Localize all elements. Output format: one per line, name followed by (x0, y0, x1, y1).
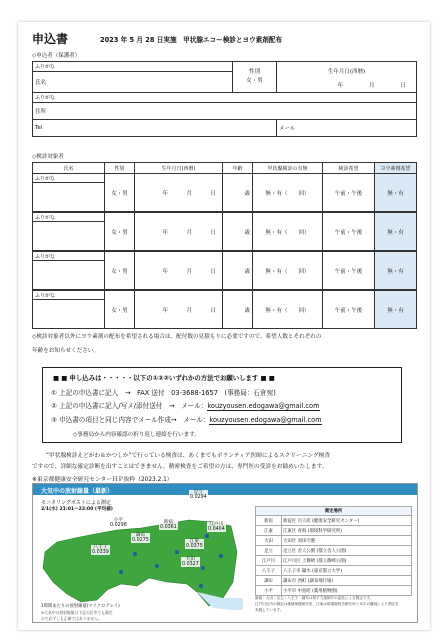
location-detail: 小平市 中島町 (薬用植物園) (282, 586, 412, 596)
method-2-email-link[interactable]: kouzyousen.edogawa@gmail.com (207, 402, 320, 410)
subject-age-cell[interactable] (223, 252, 253, 290)
map-reading-name: 大田 (185, 557, 196, 562)
map-reading-value: 0.0298 (110, 523, 127, 529)
map-reading-value: 0.0361 (160, 525, 177, 531)
location-area: 小平 (256, 586, 282, 596)
subject-name-cell[interactable] (33, 300, 105, 329)
subject-furigana-row (33, 213, 417, 222)
subject-sex-options: 女・男 (111, 268, 128, 275)
subject-furigana-label: ふりがな (35, 175, 56, 182)
method-1-num: ① (51, 389, 57, 397)
note-line-2: 年齢をお知らせください。 (32, 348, 99, 354)
measurement-location-table (255, 506, 412, 596)
mail-label: メール (279, 126, 296, 132)
subjects-header-row (33, 163, 417, 174)
subject-furigana-cell[interactable] (33, 213, 105, 222)
subject-day: 日 (210, 229, 216, 236)
map-reading-name: 江戸川 (209, 522, 224, 527)
location-row (256, 576, 412, 586)
subject-exam-cell[interactable] (253, 174, 323, 212)
map-reading-4 (131, 533, 150, 543)
subject-age-cell[interactable] (223, 291, 253, 329)
subject-row-table (32, 173, 417, 212)
method-2-num: ② (51, 402, 57, 410)
subject-iodine-cell[interactable] (375, 252, 417, 290)
map-reading-value: 0.0327 (182, 562, 199, 568)
map-footnote-2: 江戸川区内の測定は地域保健研究所、江東は都環境科学研究所と本庁の職員により測定を (255, 602, 399, 606)
map-subtitle: モニタリングポストによる測定 (41, 500, 111, 506)
subject-sex-options: 女・男 (111, 229, 128, 236)
subject-iodine-options: 無・有 (387, 190, 404, 197)
subject-time-cell[interactable] (323, 291, 375, 329)
location-detail: 江戸川区 上篠崎 (都立篠崎公園) (282, 556, 412, 566)
disclaimer-line-2: ですので、詳細な確定診断を出すことはできません。精密検査をご希望の方は、専門医の受診をお勧めいたします。 (32, 464, 328, 470)
disclaimer-line-1: “甲状腺検診えどがわ＆かつしか”で行っている検査は、あくまでもボランティア医師によるスクリーニング検査 (46, 453, 331, 459)
subject-day: 日 (210, 307, 216, 314)
subjects-section-label: ◇検診対象者 (32, 154, 64, 160)
subject-sex-options: 女・男 (111, 307, 128, 314)
address-furigana-label: ふりがな (35, 95, 56, 101)
subject-time-options: 午前・午後 (334, 268, 363, 275)
subject-furigana-label: ふりがな (35, 292, 56, 299)
map-reading-name: 足立 (193, 490, 204, 495)
sex-options: 女・男 (246, 78, 263, 84)
method-3-text: 申込書の項目と同じ内容でメール作成→ メール： (59, 416, 210, 424)
subject-year: 年 (162, 307, 168, 314)
map-reading-5 (185, 539, 204, 549)
tel-label: Tel (35, 125, 43, 131)
notice-footer: ◇事務局から内容確認の折り返し連絡を行います。 (73, 432, 200, 438)
page-title: 申込書 (32, 32, 69, 46)
subject-sex-cell[interactable] (105, 252, 135, 290)
address-cell[interactable] (33, 103, 417, 120)
location-row (256, 526, 412, 536)
location-area: 八王子 (256, 566, 282, 576)
subject-exam-options: 無・有（ 回） (265, 190, 310, 197)
tel-cell[interactable] (33, 120, 277, 137)
subject-time-cell[interactable] (323, 174, 375, 212)
map-reading-6 (91, 545, 110, 555)
map-reading-3 (109, 518, 128, 528)
subject-sex-cell[interactable] (105, 174, 135, 212)
map-footnote-1: 新宿・大田・足立・八王子・調布は原子力規制庁の委託による測定です。 (255, 596, 374, 600)
map-reading-value: 0.0404 (208, 527, 225, 533)
legend-note-2: ので必ずしも正確ではありません。 (41, 616, 102, 621)
location-detail: 調布市 西町 (調布飛行場) (282, 576, 412, 586)
sex-label: 性別 (248, 69, 260, 76)
notice-heading: ■ ■ 申し込みは・・・・・以下の①②③いずれかの方法でお願いします ■ ■ (53, 374, 275, 382)
location-table-title: 測定場所 (256, 507, 412, 516)
subject-age-unit: 歳 (244, 268, 250, 275)
location-row (256, 566, 412, 576)
col-name: 氏名 (33, 163, 105, 174)
subject-exam-cell[interactable] (253, 252, 323, 290)
subject-exam-options: 無・有（ 回） (265, 229, 310, 236)
subject-day: 日 (210, 190, 216, 197)
subject-furigana-cell[interactable] (33, 252, 105, 261)
subject-age-unit: 歳 (244, 229, 250, 236)
subject-furigana-row (33, 174, 417, 183)
note-line-1: ◇検診対象者以外にヨウ素剤の配布を希望される場合は、配付数の見積もりに必要ですので、希望人数とそれぞれの (32, 334, 322, 340)
map-date: 2/1(水) 21:01～22:00 (平均値) (41, 507, 113, 512)
name-label: 氏名 (35, 80, 47, 86)
application-form (18, 22, 430, 630)
map-reading-1 (159, 520, 178, 530)
subject-exam-options: 無・有（ 回） (265, 307, 310, 314)
map-reading-name: 新宿 (163, 520, 174, 525)
location-area: 大田 (256, 536, 282, 546)
method-3-num: ③ (51, 416, 57, 424)
location-row (256, 556, 412, 566)
col-birth: 生年月日(西暦) (135, 163, 223, 174)
map-footnote-3: 実施しています。 (255, 608, 284, 612)
subject-furigana-row (33, 291, 417, 300)
map-source: ※東京都健康安全研究センターＨＰ抜粋（2023.2.1） (32, 477, 173, 483)
birth-cell[interactable] (277, 62, 417, 93)
method-3-email-link[interactable]: kouzyousen.edogawa@gmail.com (209, 416, 322, 424)
subject-furigana-label: ふりがな (35, 253, 56, 260)
col-age: 年齢 (223, 163, 253, 174)
subject-rows (32, 173, 416, 329)
furigana-label: ふりがな (35, 64, 56, 70)
subject-row-table (32, 290, 417, 329)
birth-month: 月 (368, 83, 375, 89)
subject-month: 月 (186, 307, 192, 314)
method-2 (51, 400, 320, 410)
location-area: 江戸川 (256, 556, 282, 566)
method-1 (51, 387, 276, 397)
subject-time-options: 午前・午後 (334, 229, 363, 236)
subject-iodine-cell[interactable] (375, 174, 417, 212)
subject-furigana-row (33, 252, 417, 261)
subject-year: 年 (162, 268, 168, 275)
subject-iodine-options: 無・有 (387, 307, 404, 314)
subject-birth-cell[interactable] (135, 174, 223, 212)
subject-sex-cell[interactable] (105, 213, 135, 251)
subject-sex-options: 女・男 (111, 190, 128, 197)
subject-name-cell[interactable] (33, 261, 105, 290)
subject-exam-cell[interactable] (253, 213, 323, 251)
subject-day: 日 (210, 268, 216, 275)
location-area: 足立 (256, 546, 282, 556)
subject-sex-cell[interactable] (105, 291, 135, 329)
subject-birth-cell[interactable] (135, 252, 223, 290)
event-title: 2023 年 5 月 28 日実施 甲状腺エコー検診とヨウ素剤配布 (100, 36, 283, 44)
birth-day: 日 (400, 83, 406, 89)
map-reading-value: 0.0294 (190, 495, 207, 501)
method-1-text: 上記の申込書に記入 → FAX 送付 03-3688-1657 (事務局：石倉宛) (59, 389, 276, 397)
subject-month: 月 (186, 268, 192, 275)
unit-note: 1時間あたりの放射線量(マイクログレイ) (41, 604, 120, 609)
subject-year: 年 (162, 229, 168, 236)
subject-name-cell[interactable] (33, 183, 105, 212)
map-reading-2 (207, 522, 226, 532)
birth-year: 年 (337, 83, 343, 89)
name-cell[interactable] (33, 72, 233, 93)
map-reading-name: 江東 (189, 539, 200, 544)
subject-iodine-options: 無・有 (387, 229, 404, 236)
subject-iodine-options: 無・有 (387, 268, 404, 275)
subject-exam-cell[interactable] (253, 291, 323, 329)
subject-time-cell[interactable] (323, 213, 375, 251)
subject-month: 月 (186, 190, 192, 197)
method-3 (51, 414, 322, 424)
map-reading-7 (181, 557, 200, 567)
subject-furigana-label: ふりがな (35, 214, 56, 221)
subject-time-options: 午前・午後 (334, 307, 363, 314)
map-reading-name: 小平 (113, 518, 124, 523)
radiation-panel (32, 483, 418, 623)
subject-birth-cell[interactable] (135, 291, 223, 329)
subject-age-cell[interactable] (223, 213, 253, 251)
address-furigana-cell[interactable] (33, 93, 417, 103)
location-detail: 新宿区 百人町 (健康安全研究センター) (282, 516, 412, 526)
subject-furigana-cell[interactable] (33, 291, 105, 300)
map-reading-value: 0.0275 (132, 538, 149, 544)
col-exam: 甲状腺検診の有無 (253, 163, 323, 174)
radiation-banner-title: 大気中の放射線量（最新） (41, 488, 114, 495)
location-rows (256, 516, 412, 596)
location-area: 新宿 (256, 516, 282, 526)
col-sex: 性別 (105, 163, 135, 174)
location-row (256, 586, 412, 596)
address-label: 住所 (35, 109, 47, 115)
map-reading-0 (189, 490, 208, 500)
location-detail: 八王子市 鑓水 (東京都立大学) (282, 566, 412, 576)
sex-cell[interactable] (233, 62, 277, 93)
location-detail: 足立区 舎人公園 (都立舎人公園) (282, 546, 412, 556)
mail-cell[interactable] (277, 120, 417, 137)
location-row (256, 516, 412, 526)
subject-age-cell[interactable] (223, 174, 253, 212)
map-reading-name: 調布 (135, 533, 146, 538)
notice-box (42, 367, 402, 443)
subject-time-options: 午前・午後 (334, 190, 363, 197)
method-2-text: 上記の申込書に記入/写メ/添付送付 → メール： (59, 402, 208, 410)
subject-iodine-cell[interactable] (375, 213, 417, 251)
subject-row-table (32, 212, 417, 251)
subject-year: 年 (162, 190, 168, 197)
furigana-cell[interactable] (33, 62, 233, 72)
col-time: 検診希望 (323, 163, 375, 174)
subject-name-cell[interactable] (33, 222, 105, 251)
location-area: 調布 (256, 576, 282, 586)
subject-iodine-cell[interactable] (375, 291, 417, 329)
subject-month: 月 (186, 229, 192, 236)
map-reading-value: 0.0339 (92, 550, 109, 556)
subject-row-table (32, 251, 417, 290)
location-detail: 大田区 羽田空港 (282, 536, 412, 546)
location-row (256, 546, 412, 556)
subject-age-unit: 歳 (244, 190, 250, 197)
subject-birth-cell[interactable] (135, 213, 223, 251)
location-row (256, 536, 412, 546)
subject-exam-options: 無・有（ 回） (265, 268, 310, 275)
applicant-section-label: ◇申込者（保護者） (32, 53, 81, 59)
subject-furigana-cell[interactable] (33, 174, 105, 183)
location-detail: 江東区 青海 (環境科学研究所) (282, 526, 412, 536)
applicant-table (32, 61, 417, 137)
legend-note-1: ※大気中の放射線量は下記の区市でも測定 (41, 610, 113, 615)
subject-time-cell[interactable] (323, 252, 375, 290)
map-reading-value: 0.0375 (186, 544, 203, 550)
location-area: 江東 (256, 526, 282, 536)
subject-age-unit: 歳 (244, 307, 250, 314)
birth-label: 生年月日(西暦) (327, 69, 366, 75)
map-reading-name: 八王子 (93, 545, 108, 550)
col-iodine: ヨウ素剤希望 (375, 163, 417, 174)
